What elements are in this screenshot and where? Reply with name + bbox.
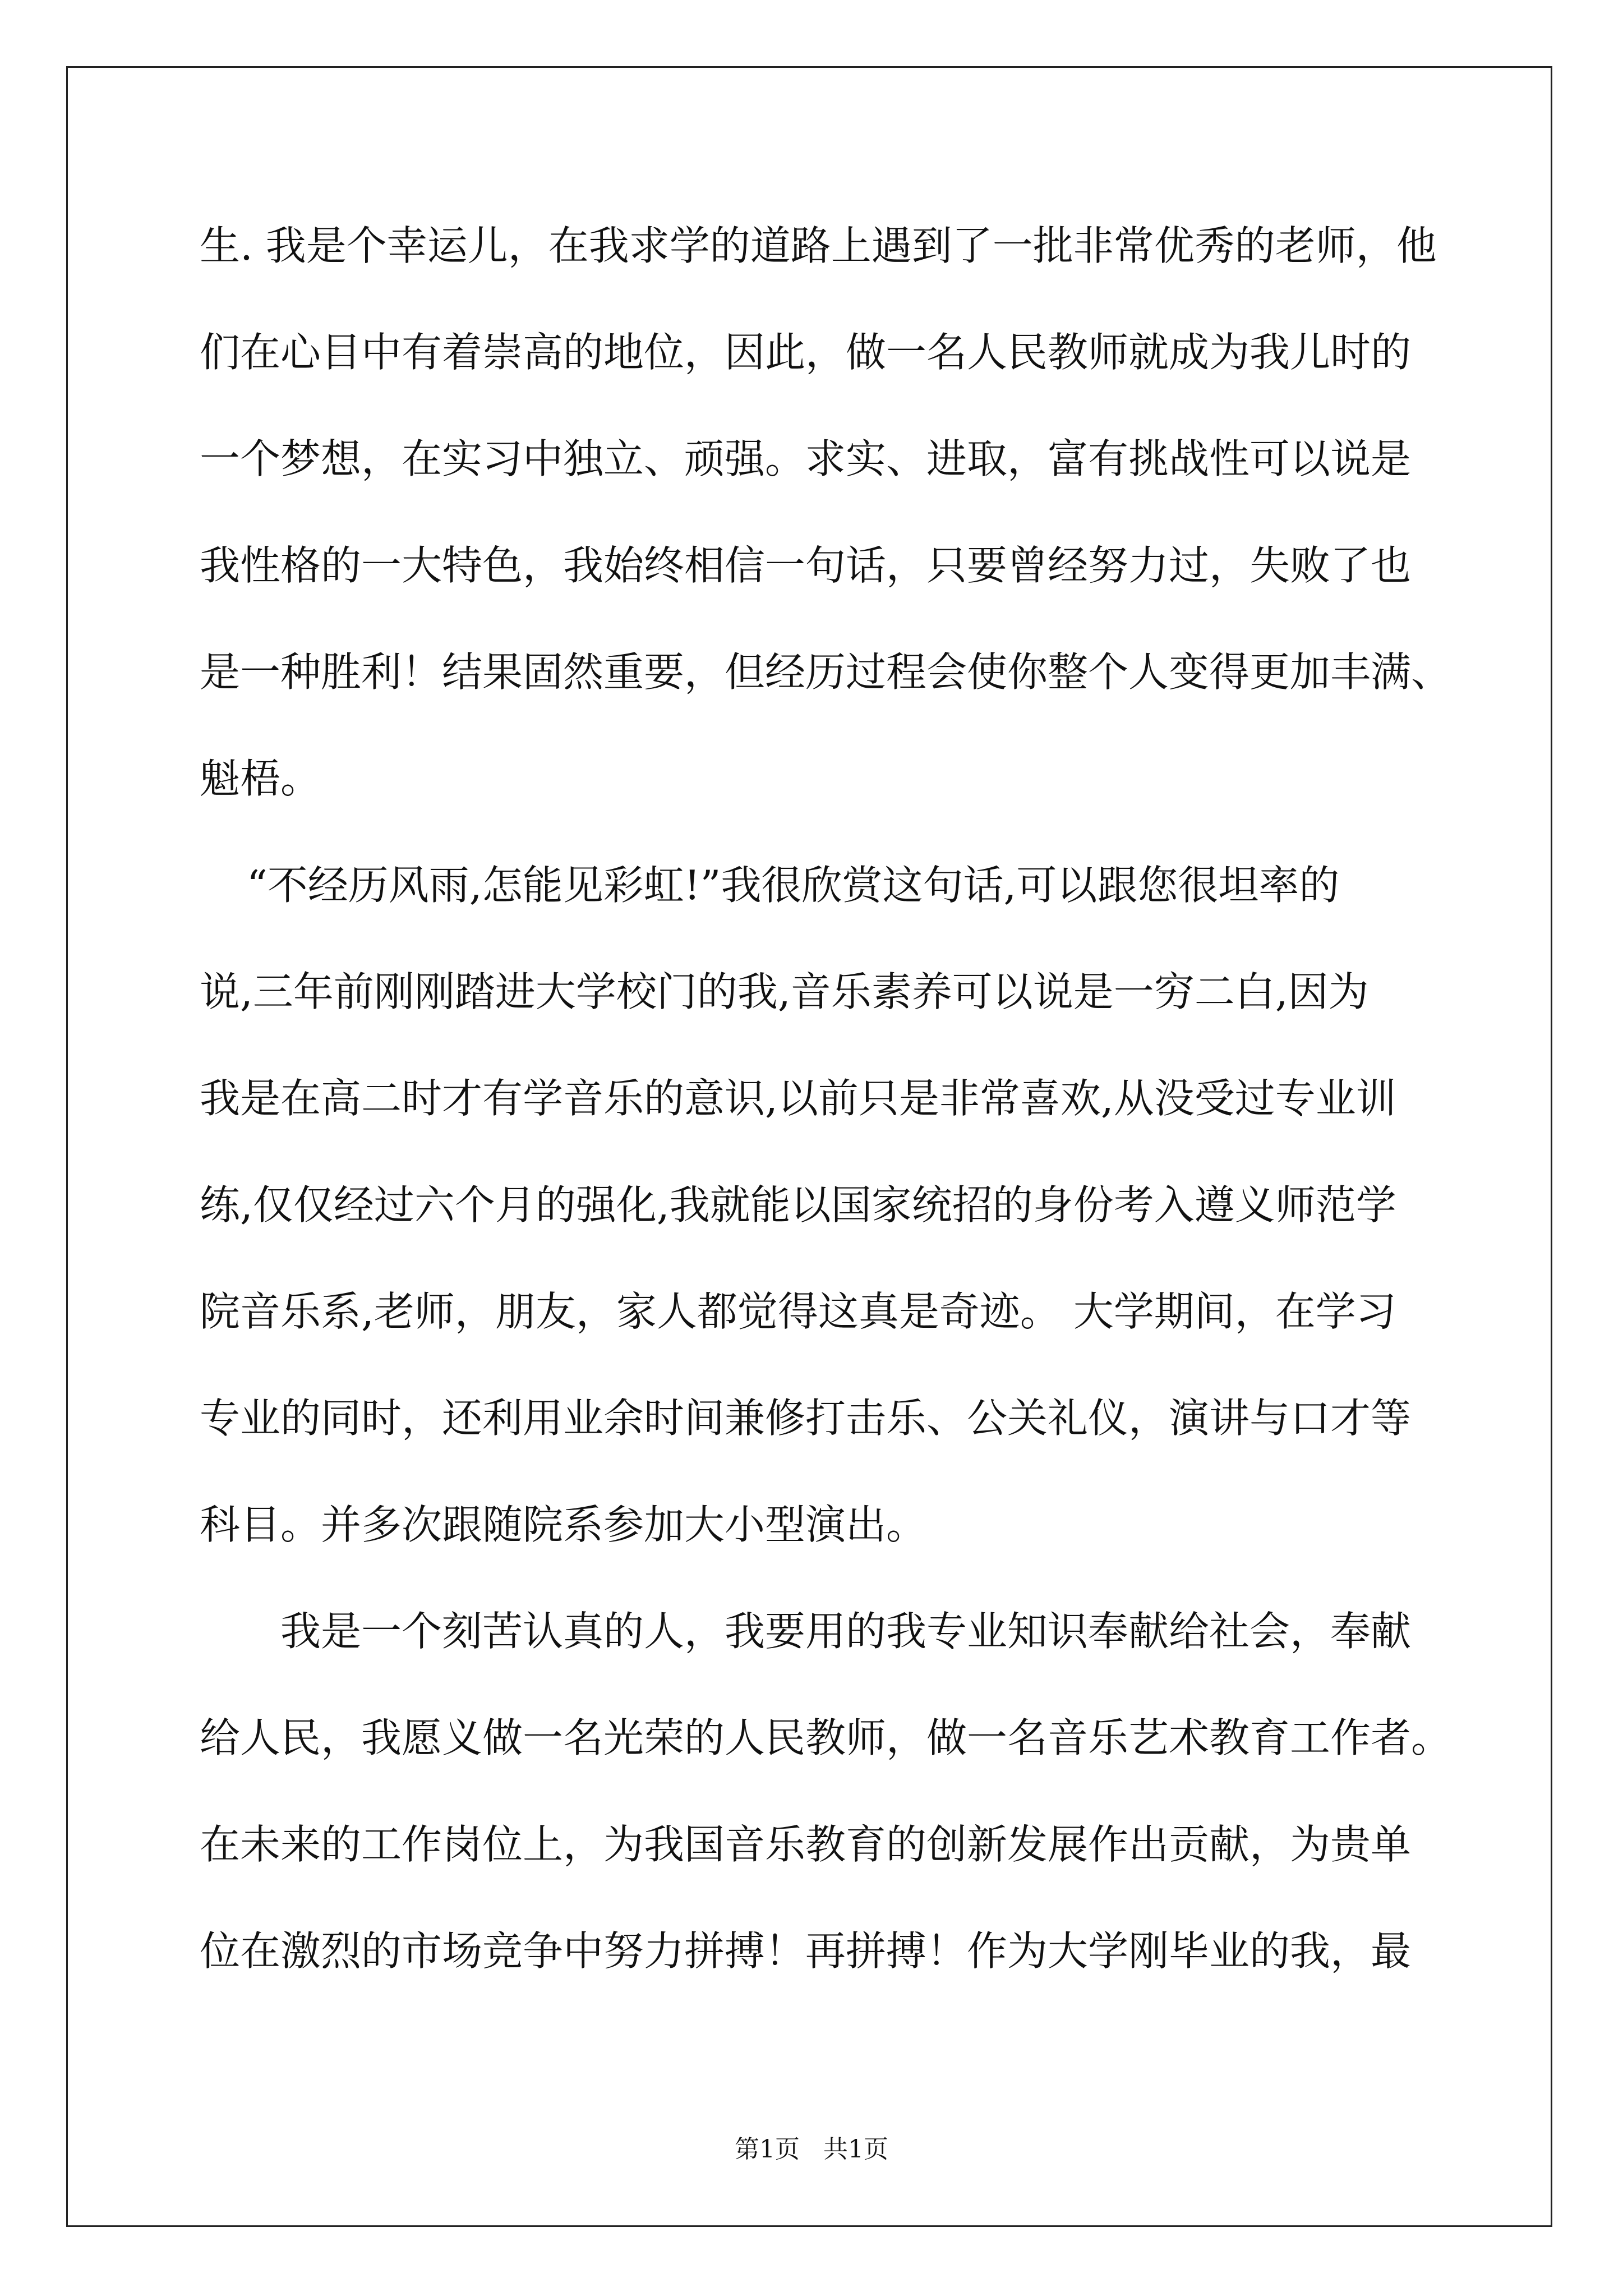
text-line: 们在心目中有着崇高的地位，因此，做一名人民教师就成为我儿时的: [200, 329, 1412, 376]
text-line: 科目。并多次跟随院系参加大小型演出。: [200, 1501, 927, 1548]
text-line: 在未来的工作岗位上，为我国音乐教育的创新发展作出贡献，为贵单: [200, 1821, 1412, 1868]
page-border: [66, 66, 1552, 2227]
text-line: 生. 我是个幸运儿，在我求学的道路上遇到了一批非常优秀的老师，他: [200, 222, 1437, 269]
text-line: “不经历风雨,怎能见彩虹!”我很欣赏这句话,可以跟您很坦率的: [247, 862, 1340, 909]
text-line: 专业的同时，还利用业余时间兼修打击乐、公关礼仪，演讲与口才等: [200, 1395, 1412, 1442]
text-line: 一个梦想，在实习中独立、顽强。求实、进取，富有挑战性可以说是: [200, 435, 1412, 482]
text-line: 给人民，我愿义做一名光荣的人民教师，做一名音乐艺术教育工作者。: [200, 1714, 1452, 1761]
text-line: 练,仅仅经过六个月的强化,我就能以国家统招的身份考入遵义师范学: [200, 1181, 1396, 1228]
page-number-footer: 第1页 共1页: [735, 2135, 888, 2164]
text-line: 说,三年前刚刚踏进大学校门的我,音乐素养可以说是一穷二白,因为: [200, 968, 1369, 1015]
text-line: 位在激烈的市场竞争中努力拼搏！再拼搏！作为大学刚毕业的我，最: [200, 1927, 1412, 1975]
text-line: 是一种胜利！结果固然重要，但经历过程会使你整个人变得更加丰满、: [200, 648, 1452, 696]
text-line: 院音乐系,老师，朋友，家人都觉得这真是奇迹。 大学期间，在学习: [200, 1288, 1396, 1335]
text-line: 魁梧。: [200, 755, 321, 802]
text-line: 我是一个刻苦认真的人，我要用的我专业知识奉献给社会，奉献: [280, 1608, 1412, 1655]
text-line: 我是在高二时才有学音乐的意识,以前只是非常喜欢,从没受过专业训: [200, 1075, 1396, 1122]
text-line: 我性格的一大特色，我始终相信一句话，只要曾经努力过，失败了也: [200, 542, 1412, 589]
